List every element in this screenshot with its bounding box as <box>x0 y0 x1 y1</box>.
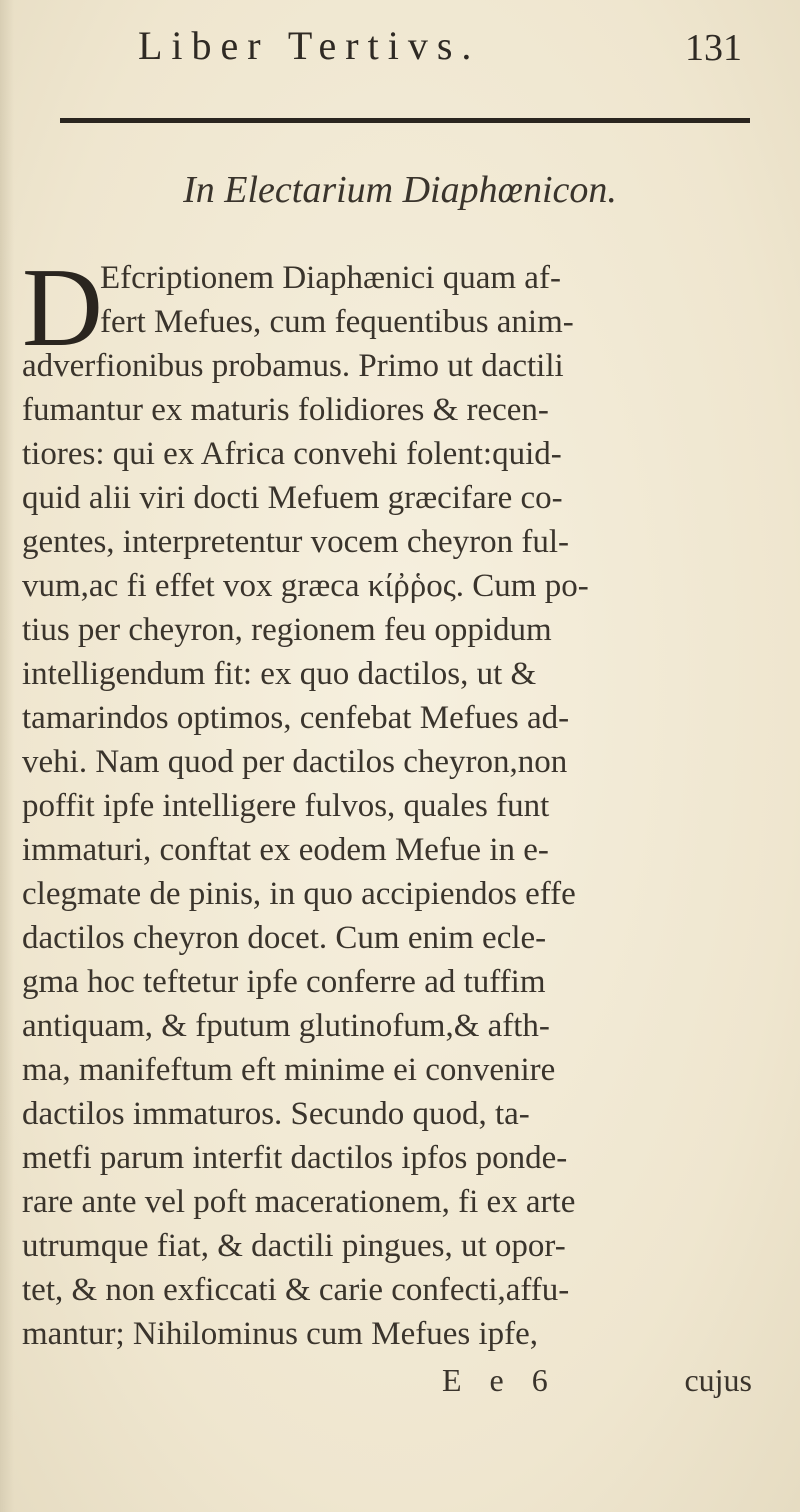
text-line: vum,ac fi effet vox græca κίῤῥος. Cum po- <box>22 568 589 604</box>
text-line: dactilos immaturos. Secundo quod, ta- <box>22 1096 530 1132</box>
text-line: Efcriptionem Diaphænici quam af- <box>100 260 561 296</box>
text-line: gma hoc teftetur ipfe conferre ad tuffim <box>22 964 546 1000</box>
text-line: clegmate de pinis, in quo accipiendos effe <box>22 876 576 912</box>
text-line: rare ante vel poft macerationem, fi ex arte <box>22 1184 576 1220</box>
drop-cap: D <box>22 246 103 370</box>
page-number: 131 <box>685 27 742 69</box>
signature-mark: E e 6 <box>442 1362 558 1398</box>
text-line: vehi. Nam quod per dactilos cheyron,non <box>22 744 568 780</box>
gutter-shadow <box>0 0 14 1512</box>
text-line: mantur; Nihilominus cum Mefues ipfe, <box>22 1316 538 1352</box>
text-line: quid alii viri docti Mefuem græcifare co- <box>22 480 563 516</box>
text-line: intelligendum fit: ex quo dactilos, ut & <box>22 656 537 692</box>
text-line: poffit ipfe intelligere fulvos, quales funt <box>22 788 550 824</box>
header-rule <box>60 118 750 123</box>
text-line: gentes, interpretentur vocem cheyron ful- <box>22 524 570 560</box>
text-line: tamarindos optimos, cenfebat Mefues ad- <box>22 700 570 736</box>
text-line: adverfionibus probamus. Primo ut dactili <box>22 348 564 384</box>
text-line: immaturi, conftat ex eodem Mefue in e- <box>22 832 549 868</box>
text-line: utrumque fiat, & dactili pingues, ut opor- <box>22 1228 566 1264</box>
catchword: cujus <box>684 1362 752 1398</box>
text-line: fert Mefues, cum fequentibus anim- <box>100 304 574 340</box>
text-line: dactilos cheyron docet. Cum enim ecle- <box>22 920 547 956</box>
text-line: tiores: qui ex Africa convehi folent:quid- <box>22 436 562 472</box>
text-line: ma, manifeftum eft minime ei convenire <box>22 1052 556 1088</box>
section-heading: In Electarium Diaphœnicon. <box>183 169 617 211</box>
text-line: tet, & non exficcati & carie confecti,affu- <box>22 1272 570 1308</box>
running-head: Liber Tertivs. <box>138 23 481 68</box>
text-line: metfi parum interfit dactilos ipfos ponde- <box>22 1140 568 1176</box>
text-line: fumantur ex maturis folidiores & recen- <box>22 392 549 428</box>
text-line: tius per cheyron, regionem feu oppidum <box>22 612 552 648</box>
text-line: antiquam, & fputum glutinofum,& afth- <box>22 1008 550 1044</box>
